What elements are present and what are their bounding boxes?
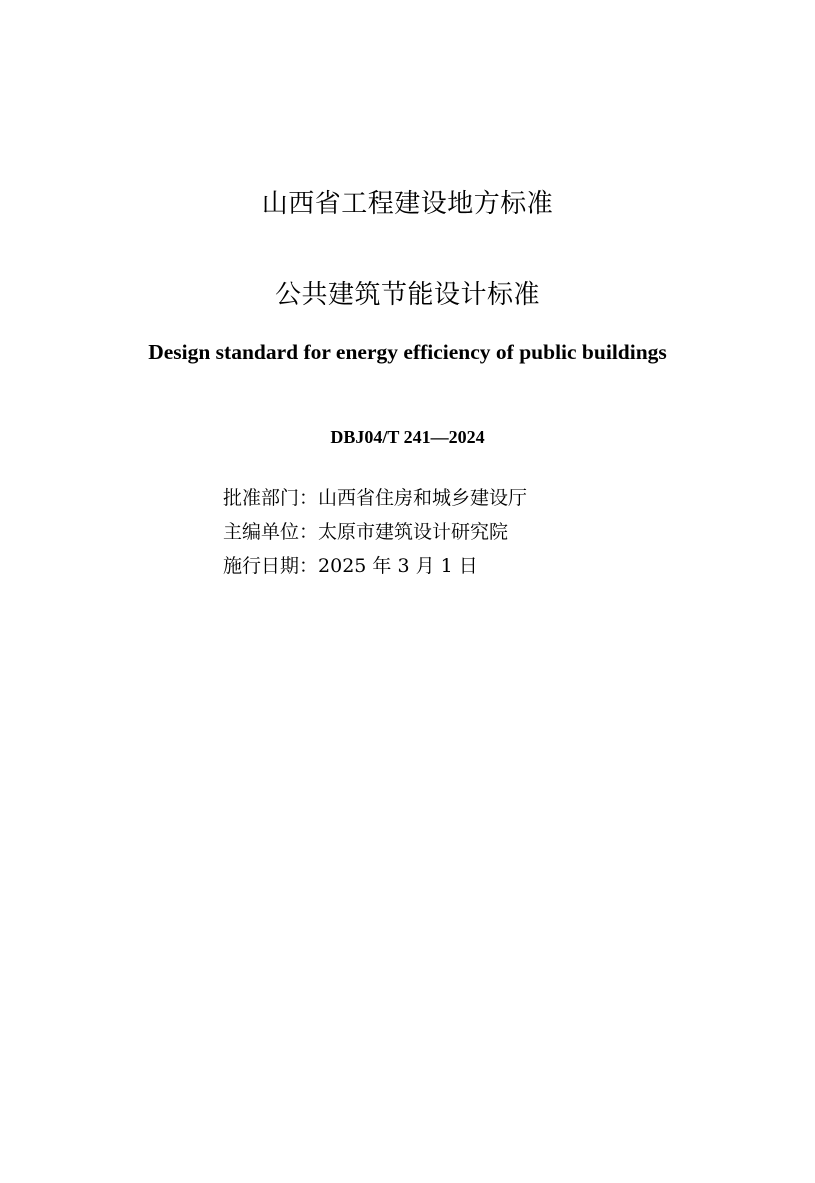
effective-date-value: 2025 年 3 月 1 日 [318, 555, 478, 577]
document-title-chinese: 公共建筑节能设计标准 [274, 280, 540, 310]
approval-department-row [223, 481, 527, 515]
standard-code: DBJ04/T 241—2024 [330, 427, 485, 447]
effective-date-label: 施行日期： [223, 555, 319, 577]
chief-editor-unit-label: 主编单位： [223, 521, 319, 543]
approval-department-value: 山西省住房和城乡建设厅 [318, 487, 528, 509]
document-details [223, 481, 527, 583]
document-title-english: Design standard for energy efficiency of public buildings [148, 340, 667, 364]
chief-editor-unit-row [223, 515, 527, 549]
standard-series-heading: 山西省工程建设地方标准 [261, 189, 554, 219]
chief-editor-unit-value: 太原市建筑设计研究院 [318, 521, 509, 543]
effective-date-row [223, 549, 527, 583]
approval-department-label: 批准部门： [223, 487, 319, 509]
